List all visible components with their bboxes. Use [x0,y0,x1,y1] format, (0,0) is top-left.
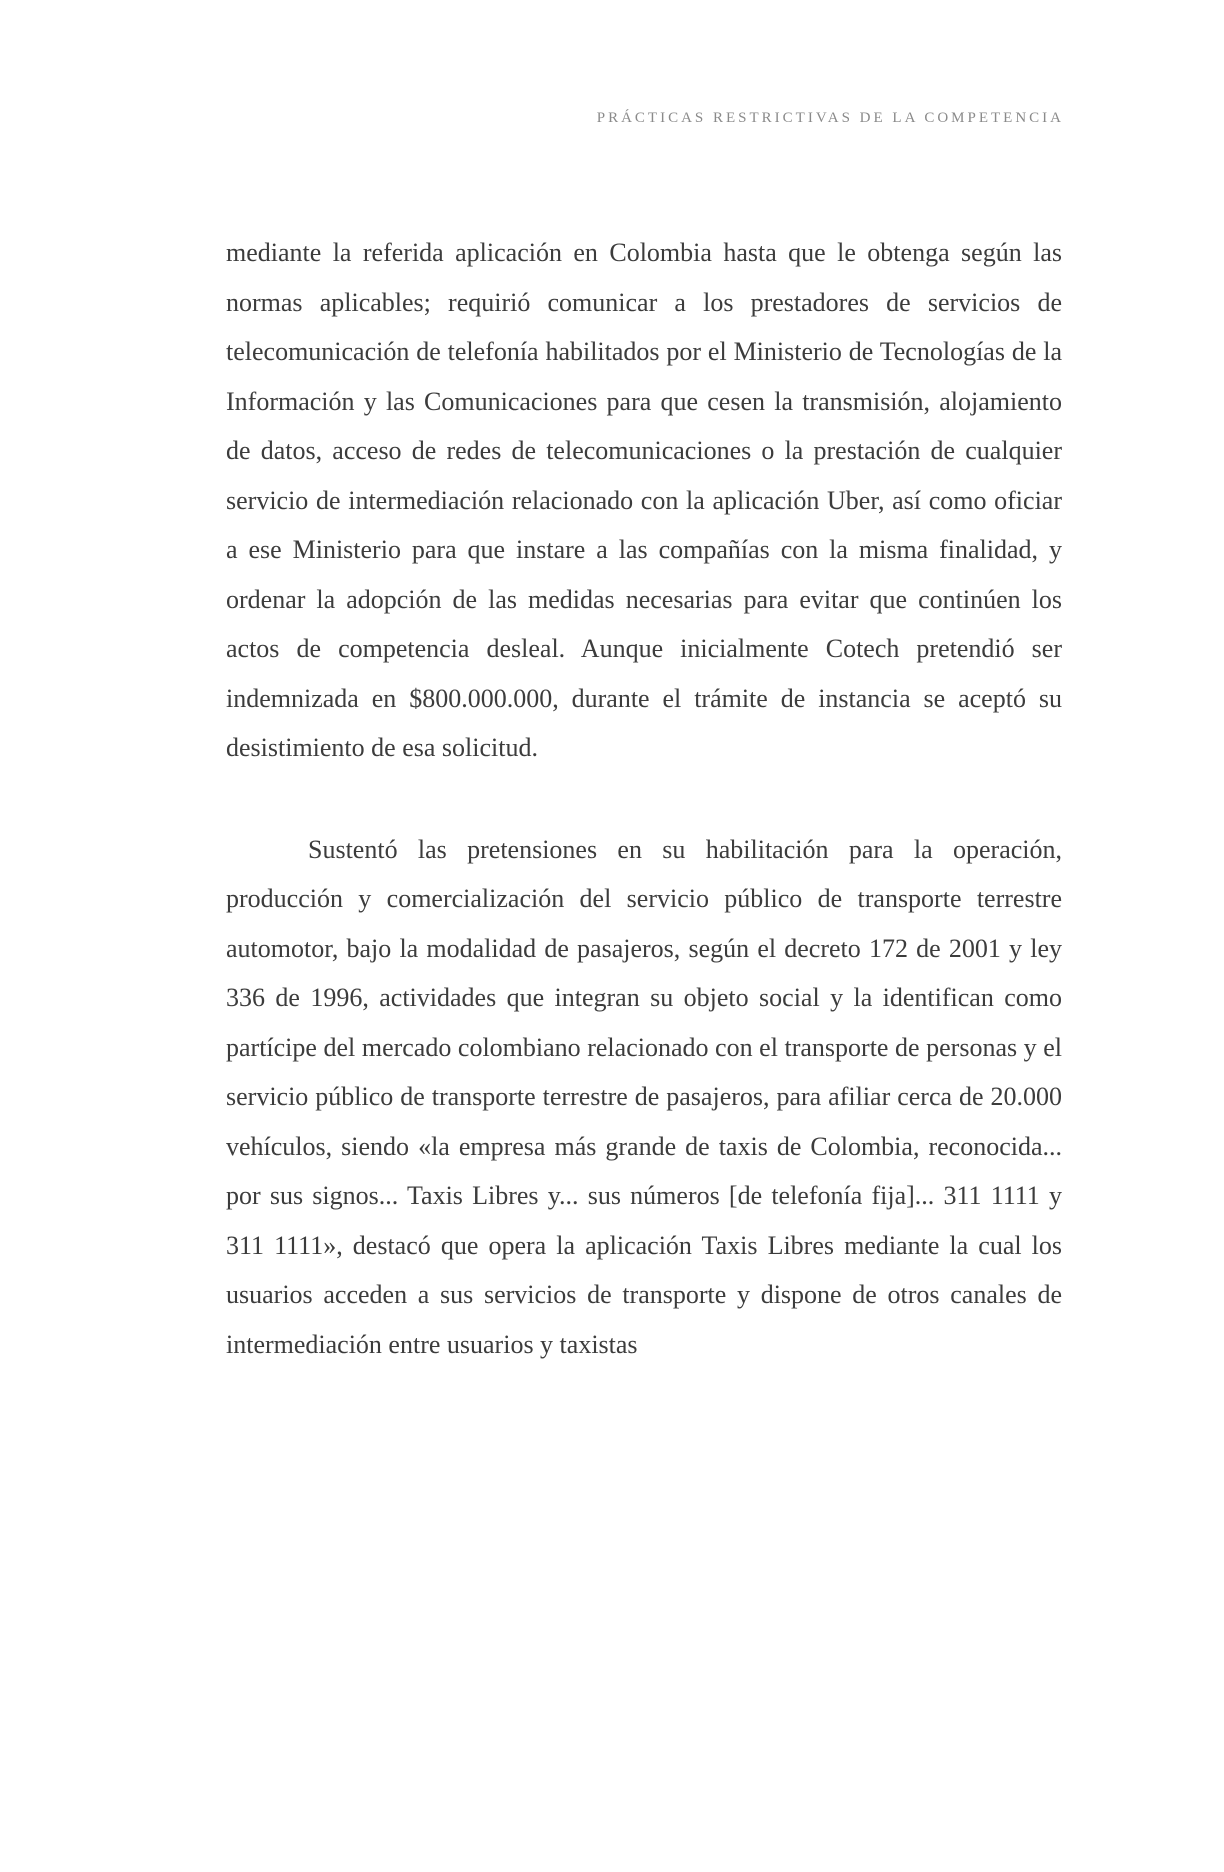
paragraph: Sustentó las pretensiones en su habilitación para la operación, producción y comercialización del servicio público de transporte terrestre automotor, bajo la modalidad de pasajeros, según el decreto 172 de 2001 y ley 336 de 1996, actividades que integran su objeto social y la identifican como partícipe del mercado colombiano relacionado con el transporte de personas y el servicio público de transporte terrestre de pasajeros, para afiliar cerca de 20.000 vehículos, siendo «la empresa más grande de taxis de Colombia, reconocida... por sus signos... Taxis Libres y... sus números [de telefonía fija]... 311 1111 y 311 1111», destacó que opera la aplicación Taxis Libres mediante la cual los usuarios acceden a sus servicios de transporte y dispone de otros canales de intermediación entre usuarios y taxistas [226,834,1062,1359]
running-header: PRÁCTICAS RESTRICTIVAS DE LA COMPETENCIA [596,110,1064,126]
body-text [226,228,1062,1369]
paragraph: mediante la referida aplicación en Colombia hasta que le obtenga según las normas aplicables; requirió comunicar a los prestadores de servicios de telecomunicación de telefonía habilitados por el Ministerio de Tecnologías de la Información y las Comunicaciones para que cesen la transmisión, alojamiento de datos, acceso de redes de telecomunicaciones o la prestación de cualquier servicio de intermediación relacionado con la aplicación Uber, así como oficiar a ese Ministerio para que instare a las compañías con la misma finalidad, y ordenar la adopción de las medidas necesarias para evitar que continúen los actos de competencia desleal. Aunque inicialmente Cotech pretendió ser indemnizada en $800.000.000, durante el trámite de instancia se aceptó su desistimiento de esa solicitud. [226,238,1062,762]
